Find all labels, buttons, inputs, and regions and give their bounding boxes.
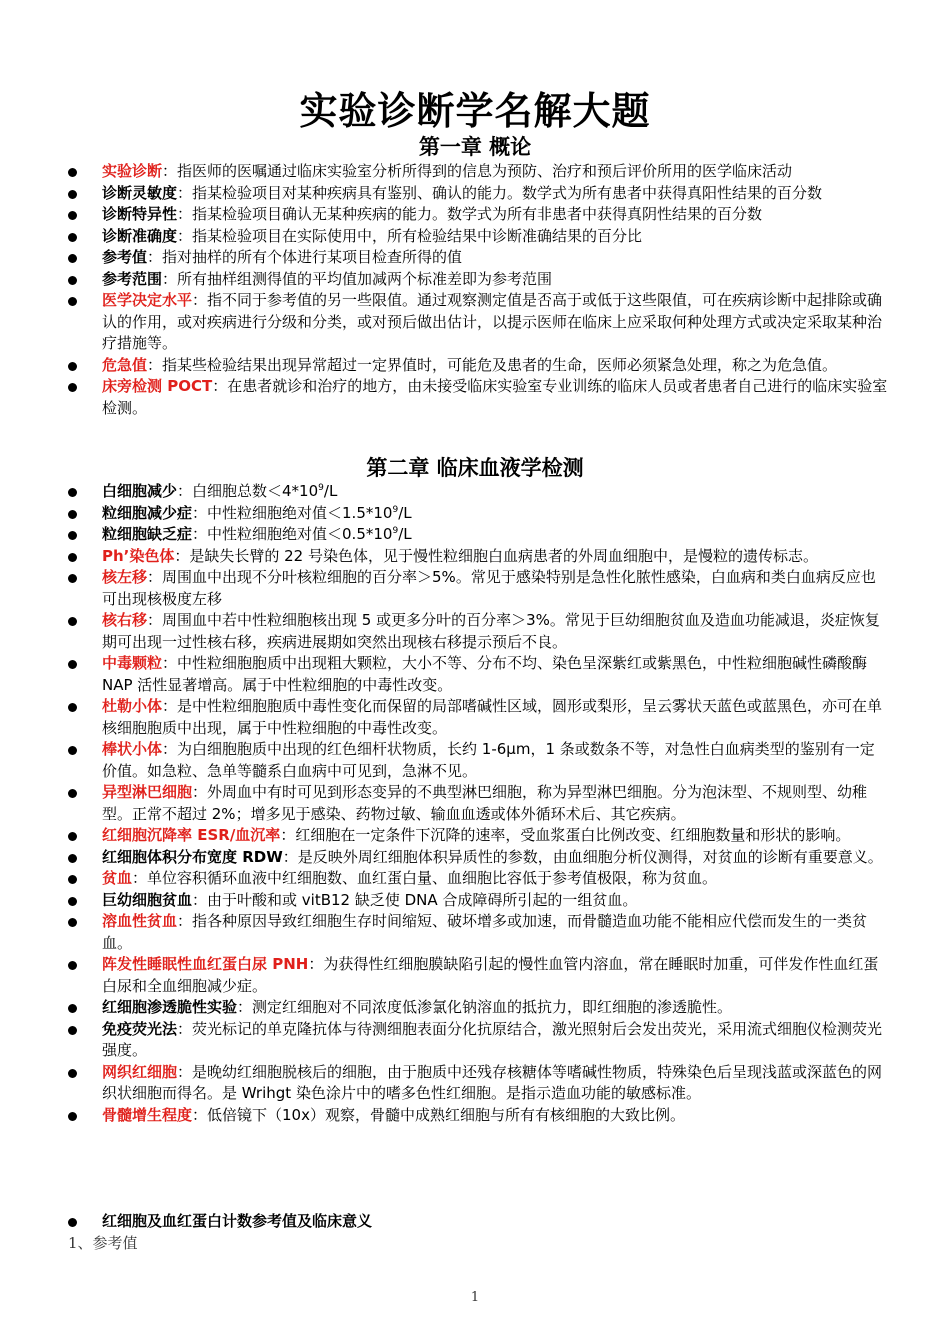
bullet-icon (68, 1026, 77, 1035)
bullet-icon (68, 276, 77, 285)
term: 阵发性睡眠性血红蛋白尿 PNH (102, 955, 309, 973)
superscript: 9 (392, 526, 399, 536)
definition-text: ：是晚幼红细胞脱核后的细胞，由于胞质中还残存核糖体等嗜碱性物质，特殊染色后呈现浅蓝或深蓝色的网织状细胞而得名。是 Wrihgt 染色涂片中的嗜多色性红细胞。是指示造血功能的敏感标准。 (102, 1062, 883, 1102)
list-item (68, 355, 888, 377)
definition-text: ：荧光标记的单克隆抗体与待测细胞表面分化抗原结合，激光照射后会发出荧光，采用流式细胞仪检测荧光强度。 (102, 1019, 883, 1059)
term: 杜勒小体 (102, 697, 163, 715)
list-item (68, 847, 888, 869)
document-title: 实验诊断学名解大题 (299, 89, 651, 133)
term: 异型淋巴细胞 (102, 783, 193, 801)
bullet-icon (68, 574, 77, 583)
term: 红细胞沉降率 ESR/血沉率 (102, 826, 281, 844)
definition-text: ：红细胞在一定条件下沉降的速率，受血浆蛋白比例改变、红细胞数量和形状的影响。 (280, 826, 851, 844)
bullet-icon (68, 1069, 77, 1078)
list-item (68, 825, 888, 847)
term: 白细胞减少 (102, 482, 178, 500)
term: Ph’染色体 (102, 546, 175, 565)
term: 中毒颗粒 (102, 654, 163, 672)
list-item (68, 204, 888, 226)
definition-text: ：单位容积循环血液中红细胞数、血红蛋白量、血细胞比容低于参考值极限，称为贫血。 (132, 869, 718, 887)
page-number: 1 (470, 1290, 480, 1305)
bullet-icon (68, 832, 77, 841)
chapter2-title: 第二章 临床血液学检测 (366, 456, 584, 480)
term: 免疫荧光法 (102, 1019, 178, 1038)
definition-text: ：为白细胞胞质中出现的红色细杆状物质，长约 1-6μm，1 条或数条不等，对急性白血病类型的鉴别有一定价值。如急粒、急单等髓系白血病中可见到，急淋不见。 (102, 740, 875, 780)
term: 棒状小体 (102, 740, 163, 758)
bullet-icon (68, 660, 77, 669)
bullet-icon (68, 553, 77, 562)
list-item (68, 868, 888, 890)
sub-heading: 1、参考值 (68, 1234, 138, 1252)
term: 核右移 (102, 611, 148, 629)
definition-unit: /L (323, 482, 338, 500)
list-item (68, 503, 888, 525)
term: 网织红细胞 (102, 1062, 178, 1081)
term: 参考范围 (102, 269, 163, 288)
term: 医学决定水平 (102, 291, 193, 309)
bullet-icon (68, 617, 77, 626)
list-item (68, 1062, 888, 1105)
list-item (68, 997, 888, 1019)
bullet-icon (68, 383, 77, 392)
chapter2-list (68, 481, 888, 1126)
list-item (68, 161, 888, 183)
bullet-icon (68, 211, 77, 220)
definition-text: ：在患者就诊和治疗的地方，由未接受临床实验室专业训练的临床人员或者患者自己进行的临床实验室检测。 (102, 377, 888, 417)
definition-text: ：白细胞总数＜4*10 (177, 482, 319, 500)
definition-text: ：测定红细胞对不同浓度低渗氯化钠溶血的抵抗力，即红细胞的渗透脆性。 (237, 998, 733, 1016)
bullet-icon (68, 510, 77, 519)
term: 巨幼细胞贫血 (102, 890, 193, 909)
list-item (68, 890, 888, 912)
bullet-icon (68, 703, 77, 712)
term: 诊断灵敏度 (102, 183, 178, 202)
definition-text: ：由于叶酸和或 vitB12 缺乏使 DNA 合成障碍所引起的一组贫血。 (192, 890, 638, 909)
definition-text: ：指医师的医嘱通过临床实验室分析所得到的信息为预防、治疗和预后评价所用的医学临床活动 (162, 162, 793, 180)
definition-text: ：周围血中若中性粒细胞核出现 5 或更多分叶的百分率＞3%。常见于巨幼细胞贫血及造血功能减退，炎症恢复期可出现一过性核右移，疾病进展期如突然出现核右移提示预后不良。 (102, 611, 880, 651)
definition-text: ：是中性粒细胞胞质中毒性变化而保留的局部嗜碱性区域，圆形或梨形，呈云雾状天蓝色或蓝黑色，亦可在单核细胞胞质中出现，属于中性粒细胞的中毒性改变。 (102, 697, 883, 737)
list-item (68, 1019, 888, 1062)
list-item (68, 954, 888, 997)
definition-text: ：指某检验项目在实际使用中，所有检验结果中诊断准确结果的百分比 (177, 226, 643, 245)
term: 骨髓增生程度 (102, 1105, 193, 1124)
term: 诊断特异性 (102, 205, 178, 223)
list-item (68, 739, 888, 782)
definition-text: ：为获得性红细胞膜缺陷引起的慢性血管内溶血，常在睡眠时加重，可伴发作性血红蛋白尿和全血细胞减少症。 (102, 955, 879, 995)
superscript: 9 (318, 483, 324, 493)
list-item (68, 376, 888, 419)
list-item (68, 1105, 888, 1127)
list-item (68, 610, 888, 653)
section-heading (68, 1211, 888, 1233)
list-item (68, 183, 888, 205)
definition-text: ：指某检验项目确认无某种疾病的能力。数学式为所有非患者中获得真阴性结果的百分数 (177, 205, 763, 223)
bullet-icon (68, 875, 77, 884)
list-item (68, 269, 888, 291)
bullet-icon (68, 897, 77, 906)
term: 核左移 (102, 568, 148, 586)
bullet-icon (68, 297, 77, 306)
definition-text: ：中性粒细胞胞质中出现粗大颗粒，大小不等、分布不均、染色呈深紫红或紫黑色，中性粒细胞碱性磷酸酶 NAP 活性显著增高。属于中性粒细胞的中毒性改变。 (102, 654, 868, 694)
definition-text: ：指不同于参考值的另一些限值。通过观察测定值是否高于或低于这些限值，可在疾病诊断中起排除或确认的作用，或对疾病进行分级和分类，或对预后做出估计，以提示医师在临床上应采取何种处理方式或决定采取某种治疗措施等。 (102, 291, 883, 352)
list-item (68, 524, 888, 546)
bullet-icon (68, 254, 77, 263)
definition-text: ：指某检验项目对某种疾病具有鉴别、确认的能力。数学式为所有患者中获得真阳性结果的百分数 (177, 183, 823, 202)
term: 实验诊断 (102, 162, 163, 180)
bullet-icon (68, 1218, 77, 1227)
definition-unit: /L (398, 503, 412, 522)
bullet-icon (68, 190, 77, 199)
term: 床旁检测 POCT (102, 377, 213, 395)
definition-text: ：是反映外周红细胞体积异质性的参数，由血细胞分析仪测得，对贫血的诊断有重要意义。 (282, 847, 883, 866)
definition-text: ：指对抽样的所有个体进行某项目检查所得的值 (147, 248, 463, 266)
definition-text: ：指某些检验结果出现异常超过一定界值时，可能危及患者的生命，医师必须紧急处理，称之为危急值。 (147, 355, 838, 374)
bullet-icon (68, 488, 77, 497)
term: 贫血 (102, 869, 133, 887)
list-item (68, 567, 888, 610)
bullet-icon (68, 1004, 77, 1013)
definition-text: ：中性粒细胞绝对值＜0.5*10 (192, 525, 393, 543)
definition-text: ：所有抽样组测得值的平均值加减两个标准差即为参考范围 (162, 269, 553, 288)
bullet-icon (68, 362, 77, 371)
term: 参考值 (102, 248, 148, 266)
bullet-icon (68, 233, 77, 242)
definition-text: ：外周血中有时可见到形态变异的不典型淋巴细胞，称为异型淋巴细胞。分为泡沫型、不规则型、幼稚型。正常不超过 2%；增多见于感染、药物过敏、输血血透或体外循环术后、其它疾病。 (102, 783, 868, 823)
list-item (68, 653, 888, 696)
list-item (68, 290, 888, 355)
chapter1-list (68, 161, 888, 419)
section-heading-list (68, 1211, 888, 1233)
list-item (68, 481, 888, 503)
bullet-icon (68, 854, 77, 863)
list-item (68, 247, 888, 269)
list-item (68, 696, 888, 739)
term: 粒细胞缺乏症 (102, 525, 193, 543)
section-heading-text: 红细胞及血红蛋白计数参考值及临床意义 (102, 1212, 373, 1230)
definition-text: ：周围血中出现不分叶核粒细胞的百分率＞5%。常见于感染特别是急性化脓性感染，白血病和类白血病反应也可出现核极度左移 (102, 568, 876, 608)
definition-text: ：指各种原因导致红细胞生存时间缩短、破坏增多或加速，而骨髓造血功能不能相应代偿而发生的一类贫血。 (102, 912, 868, 952)
definition-text: ：是缺失长臂的 22 号染色体，见于慢性粒细胞白血病患者的外周血细胞中，是慢粒的遗传标志。 (174, 546, 819, 565)
term: 粒细胞减少症 (102, 503, 193, 522)
list-item (68, 911, 888, 954)
bullet-icon (68, 918, 77, 927)
chapter1-title: 第一章 概论 (418, 135, 532, 159)
bullet-icon (68, 789, 77, 798)
definition-unit: /L (398, 525, 412, 543)
bullet-icon (68, 961, 77, 970)
list-item (68, 226, 888, 248)
definition-text: ：中性粒细胞绝对值＜1.5*10 (192, 503, 393, 522)
term: 诊断准确度 (102, 226, 178, 245)
term: 红细胞渗透脆性实验 (102, 998, 238, 1016)
term: 溶血性贫血 (102, 912, 178, 930)
definition-text: ：低倍镜下（10x）观察，骨髓中成熟红细胞与所有有核细胞的大致比例。 (192, 1105, 685, 1124)
list-item (68, 782, 888, 825)
list-item (68, 546, 888, 568)
term: 红细胞体积分布宽度 RDW (102, 847, 283, 866)
term: 危急值 (102, 355, 148, 374)
bullet-icon (68, 1112, 77, 1121)
superscript: 9 (392, 504, 399, 515)
bullet-icon (68, 168, 77, 177)
bullet-icon (68, 746, 77, 755)
bullet-icon (68, 531, 77, 540)
